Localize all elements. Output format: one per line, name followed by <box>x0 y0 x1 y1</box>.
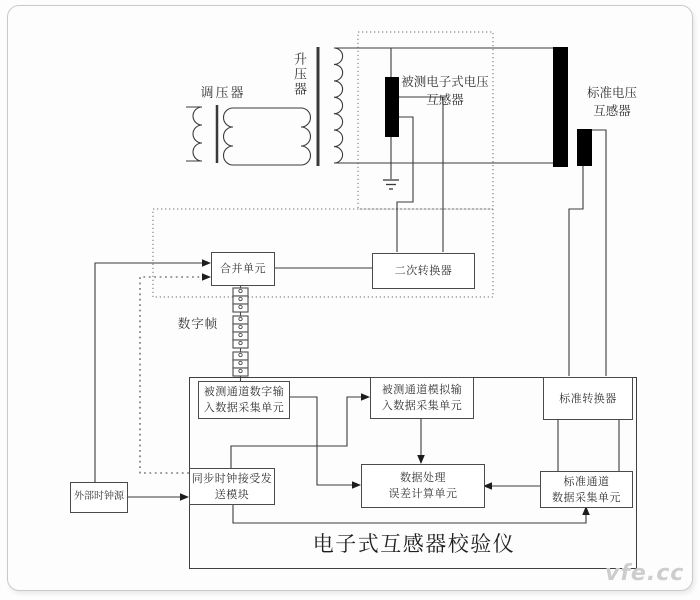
data-processing-line1: 数据处理 <box>400 471 446 485</box>
watermark: vfe.cc <box>605 561 685 586</box>
tested-vt-label <box>393 73 497 109</box>
secondary-converter-box <box>372 253 475 289</box>
regulator-coil-icon <box>186 105 311 165</box>
analog-acq-unit-box <box>370 377 474 419</box>
sync-clock-line1: 同步时钟接受发 <box>191 471 273 485</box>
standard-vt-label <box>582 84 642 120</box>
digital-frame-label: 数字帧 <box>177 316 219 331</box>
tested-vt-label-line2: 互感器 <box>426 92 464 108</box>
data-processing-unit-box <box>361 464 485 508</box>
secondary-converter-label: 二次转换器 <box>394 264 453 278</box>
merging-unit-label: 合并单元 <box>220 262 266 276</box>
sync-clock-module-box <box>189 468 275 505</box>
booster-coil-icon <box>318 47 343 166</box>
external-clock-label: 外部时钟源 <box>74 491 124 503</box>
standard-converter-label: 标准转换器 <box>559 391 617 405</box>
digital-acq-line2: 入数据采集单元 <box>203 401 285 414</box>
tested-vt-icon <box>385 48 399 179</box>
tested-vt-secondary-wires <box>397 97 443 252</box>
data-processing-line2: 误差计算单元 <box>388 487 458 500</box>
external-clock-to-merging-wire <box>95 263 202 482</box>
sync-clock-line2: 送模块 <box>214 487 250 501</box>
ground-icon <box>383 180 399 189</box>
analog-acq-line1: 被测通道模拟输 <box>381 383 463 397</box>
digital-acq-line1: 被测通道数字输 <box>203 385 285 399</box>
standard-acq-unit-box <box>540 471 633 508</box>
external-clock-source-box <box>70 482 128 513</box>
standard-vt-label-line2: 互感器 <box>593 103 631 119</box>
digital-frame-chain-icon <box>233 284 248 381</box>
standard-vt-label-line1: 标准电压 <box>586 85 637 100</box>
standard-converter-box <box>543 377 633 420</box>
booster-label: 升压器 <box>291 51 306 97</box>
tested-vt-label-line1: 被测电子式电压 <box>401 74 489 89</box>
standard-vt-secondary-wires <box>569 130 606 376</box>
standard-acq-line1: 标准通道 <box>563 474 610 488</box>
regulator-label: 调压器 <box>200 86 246 101</box>
merging-unit-box <box>211 252 275 286</box>
analog-acq-line2: 入数据采集单元 <box>381 399 463 412</box>
calibrator-title: 电子式互感器校验仪 <box>312 532 516 556</box>
digital-acq-unit-box <box>198 381 290 419</box>
tested-vt-dotted-enclosure <box>358 32 493 209</box>
standard-acq-line2: 数据采集单元 <box>552 490 621 504</box>
